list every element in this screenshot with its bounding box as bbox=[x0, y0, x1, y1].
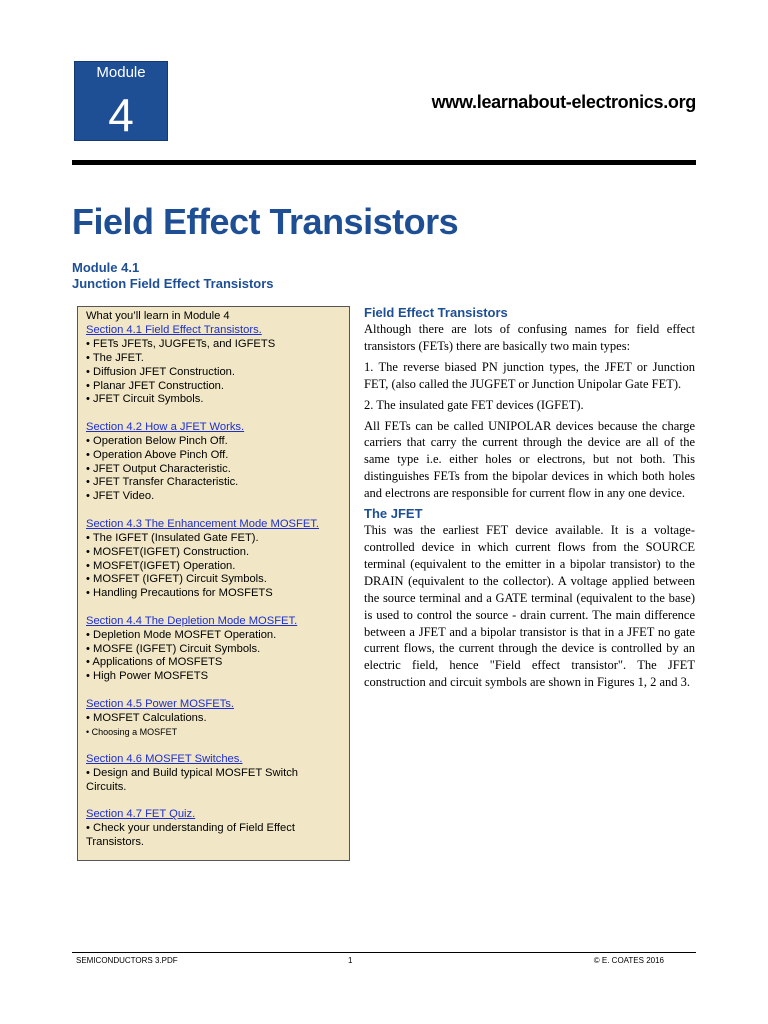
header-rule bbox=[72, 160, 696, 165]
footer-filename: SEMICONDUCTORS 3.PDF bbox=[76, 956, 178, 965]
toc-section bbox=[86, 421, 349, 504]
toc-item: • Applications of MOSFETS bbox=[86, 656, 223, 669]
module-contents-box bbox=[77, 306, 350, 861]
module-subtitle-name: Junction Field Effect Transistors bbox=[72, 276, 274, 291]
paragraph: All FETs can be called UNIPOLAR devices because the charge carriers that carry the current through the device are all of the same type i.e. either holes or electrons, but not both. This distinguishes FETs from the bipolar devices in which both holes and electrons are responsible for current flow in any one device. bbox=[364, 418, 695, 501]
section-4-2-link[interactable]: Section 4.2 How a JFET Works. bbox=[86, 420, 245, 433]
module-subtitle: Module 4.1 bbox=[72, 260, 140, 275]
toc-item: Circuits. bbox=[86, 780, 127, 793]
toc-section bbox=[86, 615, 349, 685]
toc-item: • Handling Precautions for MOSFETS bbox=[86, 587, 273, 600]
paragraph: 2. The insulated gate FET devices (IGFET). bbox=[364, 397, 584, 412]
section-4-5-link[interactable]: Section 4.5 Power MOSFETs. bbox=[86, 697, 234, 710]
toc-item: • Choosing a MOSFET bbox=[86, 726, 178, 737]
site-url: www.learnabout-electronics.org bbox=[431, 92, 696, 112]
section-heading-fet: Field Effect Transistors bbox=[364, 305, 508, 320]
toc-item: • MOSFE (IGFET) Circuit Symbols. bbox=[86, 642, 261, 655]
section-4-4-link[interactable]: Section 4.4 The Depletion Mode MOSFET. bbox=[86, 614, 298, 627]
paragraph: Although there are lots of confusing names for field effect transistors (FETs) there are basically two main types: bbox=[364, 322, 695, 353]
toc-item: • JFET Output Characteristic. bbox=[86, 462, 231, 475]
module-label: Module bbox=[96, 64, 146, 81]
toc-item: • FETs JFETs, JUGFETs, and IGFETS bbox=[86, 337, 276, 350]
toc-item: • The IGFET (Insulated Gate FET). bbox=[86, 531, 259, 544]
page-number: 1 bbox=[348, 956, 353, 965]
section-4-3-link[interactable]: Section 4.3 The Enhancement Mode MOSFET. bbox=[86, 517, 319, 530]
section-heading-jfet: The JFET bbox=[364, 506, 423, 522]
toc-item: • High Power MOSFETS bbox=[86, 670, 209, 683]
toc-section bbox=[86, 808, 349, 850]
toc-item: • Check your understanding of Field Effect bbox=[86, 822, 295, 835]
toc-item: • Operation Below Pinch Off. bbox=[86, 434, 228, 447]
toc-item: • MOSFET(IGFET) Operation. bbox=[86, 559, 236, 572]
footer-rule bbox=[72, 952, 696, 953]
toc-item: • The JFET. bbox=[86, 351, 144, 364]
section-4-6-link[interactable]: Section 4.6 MOSFET Switches. bbox=[86, 752, 243, 765]
toc-item: • JFET Video. bbox=[86, 490, 155, 503]
paragraph: 1. The reverse biased PN junction types, the JFET or Junction FET, (also called the JUGFET or Junction Unipolar Gate FET). bbox=[364, 359, 695, 391]
module-number: 4 bbox=[108, 89, 134, 141]
toc-section bbox=[86, 324, 349, 407]
toc-item: • Design and Build typical MOSFET Switch bbox=[86, 766, 299, 779]
toc-item: • Operation Above Pinch Off. bbox=[86, 448, 229, 461]
section-4-1-link[interactable]: Section 4.1 Field Effect Transistors. bbox=[86, 323, 262, 336]
page-title: Field Effect Transistors bbox=[72, 201, 459, 242]
toc-item: • Depletion Mode MOSFET Operation. bbox=[86, 628, 277, 641]
toc-section bbox=[86, 518, 349, 601]
toc-item: • MOSFET(IGFET) Construction. bbox=[86, 545, 250, 558]
toc-item: • MOSFET Calculations. bbox=[86, 711, 207, 724]
main-text-column bbox=[364, 305, 695, 695]
toc-item: • JFET Transfer Characteristic. bbox=[86, 476, 239, 489]
toc-section bbox=[86, 698, 349, 740]
toc-item: • Diffusion JFET Construction. bbox=[86, 365, 235, 378]
toc-item: • MOSFET (IGFET) Circuit Symbols. bbox=[86, 573, 267, 586]
toc-item: • JFET Circuit Symbols. bbox=[86, 393, 204, 406]
module-badge bbox=[74, 61, 168, 141]
toc-item: • Planar JFET Construction. bbox=[86, 379, 225, 392]
footer-copyright: © E. COATES 2016 bbox=[593, 956, 664, 965]
toc-section bbox=[86, 753, 349, 795]
paragraph: This was the earliest FET device available. It is a voltage-controlled device in which current flows from the SOURCE terminal (equivalent to the emitter in a bipolar transistor) to the DRAIN (equivalent to the collector). A voltage applied between the source terminal and a GATE terminal (equivalent to the base) is used to control the source - drain current. The main difference between a JFET and a bipolar transistor is that in a JFET no gate current flows, the current through the device is controlled by an electric field, hence "Field effect transistor". The JFET construction and circuit symbols are shown in Figures 1, 2 and 3. bbox=[364, 523, 695, 690]
toc-item: Transistors. bbox=[86, 836, 145, 848]
section-4-7-link[interactable]: Section 4.7 FET Quiz. bbox=[86, 808, 196, 821]
toc-intro: What you’ll learn in Module 4 bbox=[86, 310, 230, 322]
